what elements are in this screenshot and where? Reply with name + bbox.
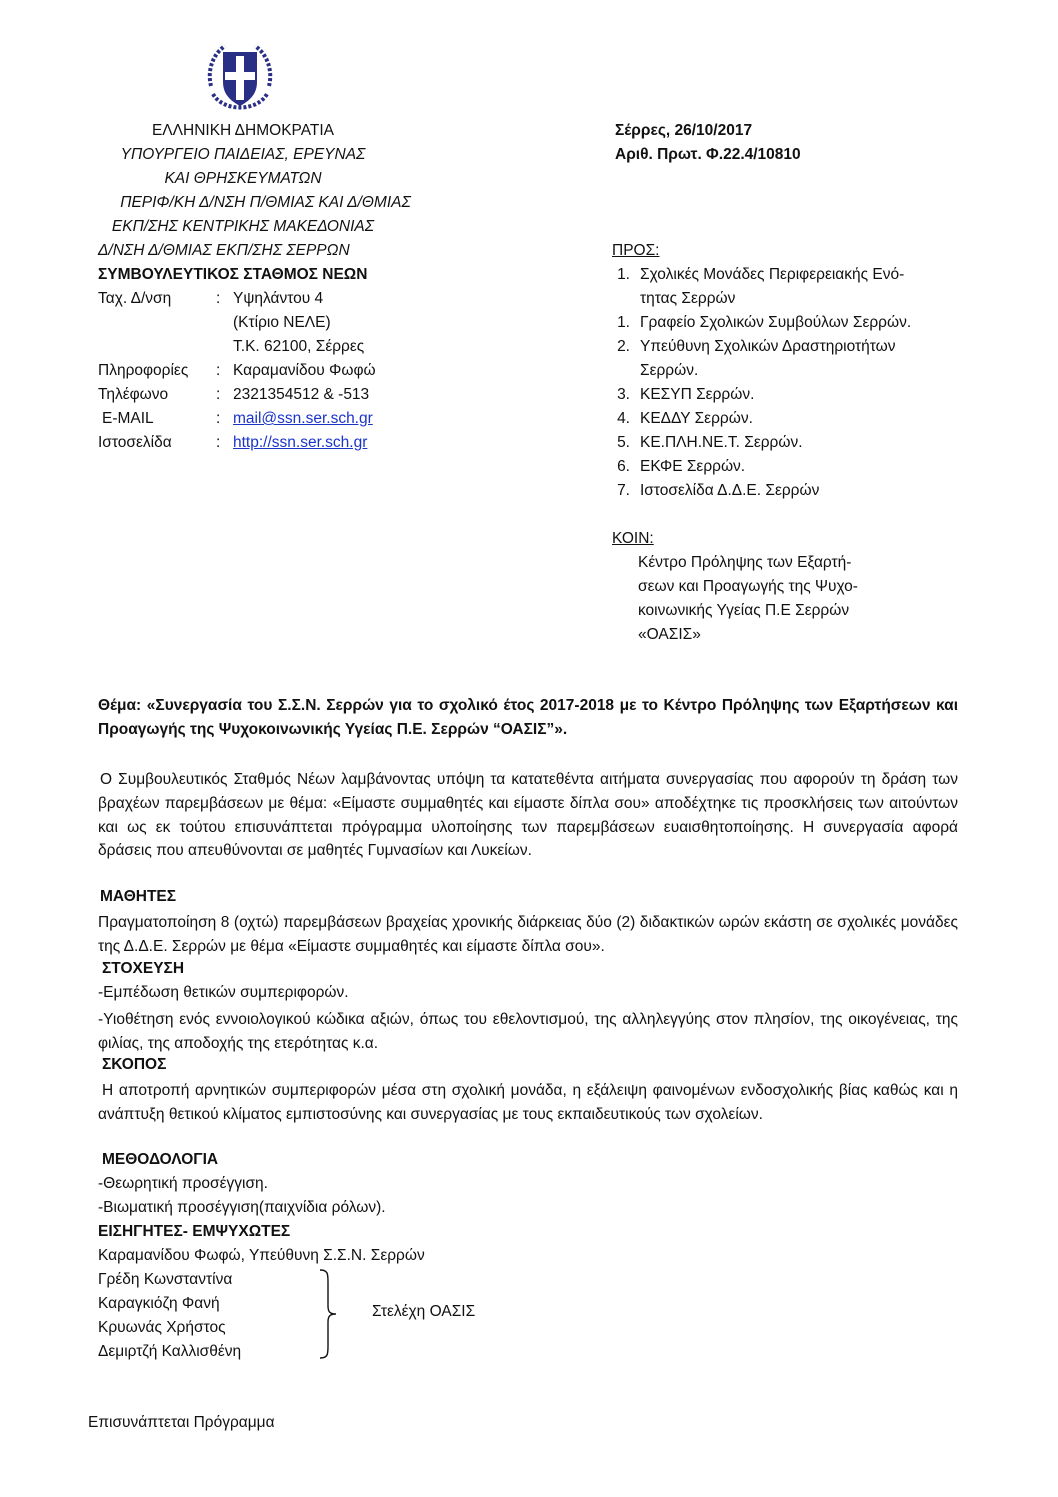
address-value-2: (Κτίριο ΝΕΛΕ) — [233, 314, 331, 331]
targeting-item: -Υιοθέτηση ενός εννοιολογικού κώδικα αξιών, όπως του εθελοντισμού, της αλληλεγγύης στον πλησίον, της οικογένειας, της φιλίας, της αποδοχής της ετερότητας κ.α. — [98, 1011, 958, 1052]
right-brace — [318, 1268, 340, 1360]
methodology-item: -Θεωρητική προσέγγιση. — [98, 1175, 268, 1192]
cc-line: Κέντρο Πρόληψης των Εξαρτή- — [638, 554, 852, 571]
methodology-heading: ΜΕΘΟΔΟΛΟΓΙΑ — [102, 1151, 219, 1168]
document-date: Σέρρες, 26/10/2017 — [615, 122, 753, 139]
oasis-staff-member: Καραγκιόζη Φανή — [98, 1295, 220, 1312]
recipient-item: Σερρών. — [640, 362, 699, 379]
cc-line: «ΟΑΣΙΣ» — [638, 626, 701, 643]
phone-label: Τηλέφωνο — [98, 386, 169, 403]
contact-email-row — [98, 410, 428, 432]
colon: : — [216, 434, 221, 451]
contact-address-row-3 — [98, 338, 428, 360]
colon: : — [216, 290, 221, 307]
recipient-item: 3. ΚΕΣΥΠ Σερρών. — [617, 386, 755, 403]
email-label: E-MAIL — [102, 410, 154, 427]
purpose-text: Η αποτροπή αρνητικών συμπεριφορών μέσα στη σχολική μονάδα, η εξάλειψη φαινομένων ενδοσχολικής βίας καθώς και η ανάπτυξη θετικού κλίματος εμπιστοσύνης και συνεργασίας με τους εκπαιδευτικούς των σχολείων. — [98, 1082, 958, 1123]
cc-label: ΚΟΙΝ: — [612, 530, 654, 547]
recipient-item: 1. Σχολικές Μονάδες Περιφερειακής Ενό- — [617, 266, 905, 283]
recipient-item: 2. Υπεύθυνη Σχολικών Δραστηριοτήτων — [617, 338, 896, 355]
speakers-heading: ΕΙΣΗΓΗΤΕΣ- ΕΜΨΥΧΩΤΕΣ — [98, 1223, 291, 1240]
subject — [98, 694, 958, 742]
oasis-staff-member: Γρέδη Κωνσταντίνα — [98, 1271, 233, 1288]
hellenic-republic-emblem — [203, 38, 277, 120]
recipient-item: 5. ΚΕ.ΠΛΗ.ΝΕ.Τ. Σερρών. — [617, 434, 803, 451]
info-value: Καραμανίδου Φωφώ — [233, 362, 376, 379]
republic-title: ΕΛΛΗΝΙΚΗ ΔΗΜΟΚΡΑΤΙΑ — [151, 122, 335, 139]
contact-address-row — [98, 290, 428, 312]
cc-line: σεων και Προαγωγής της Ψυχο- — [638, 578, 858, 595]
address-label: Ταχ. Δ/νση — [98, 290, 172, 307]
oasis-staff-label: Στελέχη ΟΑΣΙΣ — [372, 1303, 476, 1320]
methodology-item: -Βιωματική προσέγγιση(παιχνίδια ρόλων). — [98, 1199, 386, 1216]
intro-paragraph: Ο Συμβουλευτικός Σταθμός Νέων λαμβάνοντας υπόψη τα κατατεθέντα αιτήματα συνεργασίας που αφορούν τη δράση των βραχέων παρεμβάσεων με θέμα: «Είμαστε συμμαθητές και είμαστε δίπλα σου» αποδέχτηκε τις προσκλήσεις των αιτούντων και ως εκ τούτου επισυνάπτεται πρόγραμμα υλοποίησης των παρεμβάσεων ευαισθητοποίησης. Η συνεργασία αφορά δράσεις που απευθύνονται σε μαθητές Γυμνασίων και Λυκείων. — [98, 771, 958, 860]
colon: : — [216, 386, 221, 403]
phone-value: 2321354512 & -513 — [233, 386, 370, 403]
address-value: Υψηλάντου 4 — [233, 290, 324, 307]
contact-info-row — [98, 362, 428, 384]
directorate-line: Δ/ΝΣΗ Δ/ΘΜΙΑΣ ΕΚΠ/ΣΗΣ ΣΕΡΡΩΝ — [98, 242, 350, 259]
subject-text: «Συνεργασία του Σ.Σ.Ν. Σερρών για το σχολικό έτος 2017-2018 με το Κέντρο Πρόληψης των Εξαρτήσεων και Προαγωγής της Ψυχοκοινωνικής Υγείας Π.Ε. Σερρών “ΟΑΣΙΣ”». — [98, 697, 959, 738]
contact-phone-row — [98, 386, 428, 408]
targeting-item: -Εμπέδωση θετικών συμπεριφορών. — [98, 984, 349, 1001]
speaker-main: Καραμανίδου Φωφώ, Υπεύθυνη Σ.Σ.Ν. Σερρών — [98, 1247, 425, 1264]
attachment-note: Επισυνάπτεται Πρόγραμμα — [88, 1414, 275, 1431]
recipient-item: τητας Σερρών — [640, 290, 736, 307]
address-value-3: Τ.Κ. 62100, Σέρρες — [233, 338, 365, 355]
oasis-staff-member: Κρυωνάς Χρήστος — [98, 1319, 226, 1336]
contact-web-row — [98, 434, 428, 456]
recipient-item: 6. ΕΚΦΕ Σερρών. — [617, 458, 746, 475]
colon: : — [216, 362, 221, 379]
email-link[interactable]: mail@ssn.ser.sch.gr — [233, 410, 373, 427]
ministry-line-1: ΥΠΟΥΡΓΕΙΟ ΠΑΙΔΕΙΑΣ, ΕΡΕΥΝΑΣ — [120, 146, 366, 163]
subject-label: Θέμα: — [98, 697, 142, 714]
recipient-item: 7. Ιστοσελίδα Δ.Δ.Ε. Σερρών — [617, 482, 820, 499]
cc-line: κοινωνικής Υγείας Π.Ε Σερρών — [638, 602, 850, 619]
targeting-heading: ΣΤΟΧΕΥΣΗ — [102, 960, 185, 977]
ministry-line-2: ΚΑΙ ΘΡΗΣΚΕΥΜΑΤΩΝ — [164, 170, 322, 187]
recipients-label: ΠΡΟΣ: — [612, 242, 660, 259]
oasis-staff-member: Δεμιρτζή Καλλισθένη — [98, 1343, 242, 1360]
contact-address-row-2 — [98, 314, 428, 336]
regional-line-2: ΕΚΠ/ΣΗΣ ΚΕΝΤΡΙΚΗΣ ΜΑΚΕΔΟΝΙΑΣ — [111, 218, 375, 235]
students-heading: ΜΑΘΗΤΕΣ — [100, 888, 177, 905]
web-label: Ιστοσελίδα — [98, 434, 172, 451]
colon: : — [216, 410, 221, 427]
station-line: ΣΥΜΒΟΥΛΕΥΤΙΚΟΣ ΣΤΑΘΜΟΣ ΝΕΩΝ — [98, 266, 368, 283]
recipient-item: 4. ΚΕΔΔΥ Σερρών. — [617, 410, 753, 427]
students-text: Πραγματοποίηση 8 (οχτώ) παρεμβάσεων βραχείας χρονικής διάρκειας δύο (2) διδακτικών ωρών εκάστη σε σχολικές μονάδες της Δ.Δ.Ε. Σερρών με θέμα «Είμαστε συμμαθητές και είμαστε δίπλα σου». — [98, 914, 958, 955]
protocol-number: Αριθ. Πρωτ. Φ.22.4/10810 — [615, 146, 801, 163]
info-label: Πληροφορίες — [98, 362, 189, 379]
website-link[interactable]: http://ssn.ser.sch.gr — [233, 434, 368, 451]
regional-line-1: ΠΕΡΙΦ/ΚΗ Δ/ΝΣΗ Π/ΘΜΙΑΣ ΚΑΙ Δ/ΘΜΙΑΣ — [120, 194, 411, 211]
recipient-item: 1. Γραφείο Σχολικών Συμβούλων Σερρών. — [617, 314, 912, 331]
purpose-heading: ΣΚΟΠΟΣ — [102, 1056, 167, 1073]
